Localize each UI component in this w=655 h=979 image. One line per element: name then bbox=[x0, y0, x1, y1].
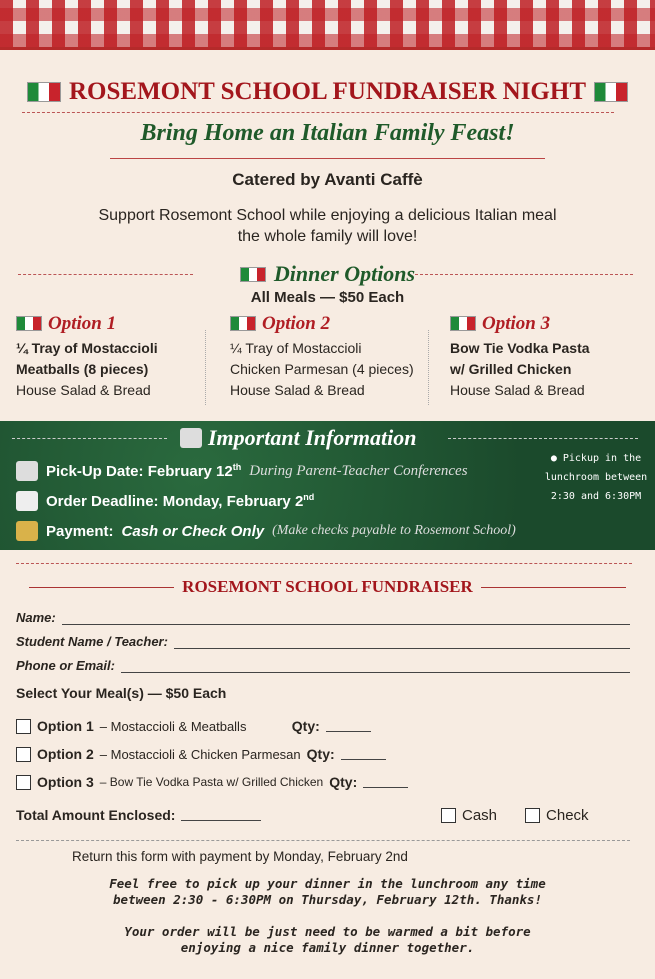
meal-option-2[interactable] bbox=[16, 746, 386, 762]
cash-label: Cash bbox=[462, 807, 498, 824]
pickup-note: During Parent-Teacher Conferences bbox=[249, 462, 468, 479]
return-label: Return this form with payment by Monday, February 2 bbox=[72, 849, 393, 864]
heading-text: Dinner Options bbox=[273, 261, 416, 286]
note-line: Feel free to pick up your dinner in the lunchroom any time bbox=[109, 876, 546, 891]
sup: nd bbox=[303, 492, 315, 502]
total-input-line[interactable] bbox=[181, 809, 261, 821]
contact-input-line[interactable] bbox=[121, 661, 630, 673]
divider bbox=[428, 330, 429, 405]
cash-checkbox[interactable] bbox=[441, 808, 456, 823]
cut-line bbox=[16, 563, 632, 564]
option-label: Option 1 bbox=[48, 313, 117, 334]
qty-label: Qty: bbox=[306, 746, 335, 762]
meal-price: All Meals — $50 Each bbox=[250, 289, 405, 306]
note-line: enjoying a nice family dinner together. bbox=[180, 940, 475, 955]
italian-flag-icon bbox=[16, 316, 42, 331]
student-input-line[interactable] bbox=[174, 637, 630, 649]
option-line: House Salad & Bread bbox=[16, 382, 151, 398]
pickup-label: Pick-Up Date: February 12 bbox=[46, 463, 233, 480]
qty-input-line[interactable] bbox=[326, 720, 371, 732]
divider bbox=[12, 438, 167, 439]
note-line: between 2:30 - 6:30PM on Thursday, February 12th. Thanks! bbox=[113, 892, 542, 907]
sup: th bbox=[232, 462, 242, 472]
option-line: ¼ Tray of Mostaccioli bbox=[230, 340, 362, 356]
option-line: Chicken Parmesan (4 pieces) bbox=[230, 361, 414, 377]
divider bbox=[16, 840, 630, 841]
option-line: Meatballs (8 pieces) bbox=[16, 361, 149, 377]
qty-input-line[interactable] bbox=[363, 776, 408, 788]
payment-value: Cash or Check Only bbox=[121, 522, 265, 540]
name-field[interactable] bbox=[16, 610, 630, 625]
title-text: ROSEMONT SCHOOL FUNDRAISER NIGHT bbox=[69, 78, 586, 105]
option-label: Option 3 bbox=[482, 313, 551, 334]
divider bbox=[205, 330, 206, 405]
field-label: Phone or Email: bbox=[16, 658, 115, 673]
note-line: Your order will be just need to be warmed a bit before bbox=[124, 924, 531, 939]
total-field[interactable] bbox=[16, 807, 261, 823]
qty-label: Qty: bbox=[291, 718, 320, 734]
qty-label: Qty: bbox=[329, 774, 358, 790]
support-text bbox=[0, 205, 655, 247]
check-label: Check bbox=[546, 807, 589, 824]
meal-option-3[interactable] bbox=[16, 774, 408, 790]
support-line: Support Rosemont School while enjoying a delicious Italian meal bbox=[98, 207, 557, 224]
name-input-line[interactable] bbox=[62, 613, 630, 625]
return-text bbox=[72, 849, 408, 864]
option-line: Bow Tie Vodka Pasta bbox=[450, 340, 590, 356]
pickup-side-note bbox=[540, 449, 652, 506]
meal-desc: – Mostaccioli & Chicken Parmesan bbox=[99, 746, 301, 762]
calendar-icon bbox=[16, 461, 38, 481]
checkbox[interactable] bbox=[16, 719, 31, 734]
student-field[interactable] bbox=[16, 634, 630, 649]
option-3 bbox=[450, 313, 655, 401]
option-1 bbox=[16, 313, 221, 401]
form-title bbox=[0, 577, 655, 597]
payment-note: (Make checks payable to Rosemont School) bbox=[272, 523, 516, 538]
important-info-panel bbox=[0, 421, 655, 550]
subtitle: Bring Home an Italian Family Feast! bbox=[140, 120, 515, 146]
total-label: Total Amount Enclosed: bbox=[16, 807, 176, 823]
meal-label: Option 3 bbox=[37, 774, 94, 790]
italian-flag-icon bbox=[450, 316, 476, 331]
meal-desc: – Mostaccioli & Meatballs bbox=[99, 718, 247, 734]
page-title bbox=[0, 78, 655, 106]
option-label: Option 2 bbox=[262, 313, 331, 334]
meal-label: Option 2 bbox=[37, 746, 94, 762]
option-line: ¼ Tray of Mostaccioli bbox=[16, 340, 158, 356]
deadline-row bbox=[16, 491, 314, 511]
option-2 bbox=[230, 313, 435, 401]
option-line: w/ Grilled Chicken bbox=[450, 361, 572, 377]
field-label: Name: bbox=[16, 610, 56, 625]
pickup-row bbox=[16, 461, 468, 481]
note-line: 2:30 and 6:30PM bbox=[550, 491, 642, 502]
italian-flag-icon bbox=[240, 267, 266, 282]
plate-icon: ● bbox=[550, 453, 563, 464]
note-line: Pickup in the bbox=[562, 453, 642, 464]
italian-flag-icon bbox=[27, 82, 61, 102]
payment-label: Payment: bbox=[46, 522, 114, 540]
caterer: Catered by Avanti Caffè bbox=[232, 170, 423, 189]
select-label: Select Your Meal(s) — $50 Each bbox=[16, 685, 227, 701]
checkbox[interactable] bbox=[16, 775, 31, 790]
option-line: House Salad & Bread bbox=[230, 382, 365, 398]
heading-text: Important Information bbox=[208, 425, 417, 450]
divider bbox=[110, 158, 545, 159]
notepad-icon bbox=[16, 491, 38, 511]
divider bbox=[22, 112, 614, 113]
calendar-icon bbox=[180, 428, 202, 448]
support-line: the whole family will love! bbox=[237, 228, 418, 245]
meal-desc: – Bow Tie Vodka Pasta w/ Grilled Chicken bbox=[99, 775, 324, 789]
divider bbox=[448, 438, 638, 439]
form-title-text: ROSEMONT SCHOOL FUNDRAISER bbox=[182, 577, 473, 596]
pickup-note bbox=[0, 876, 655, 908]
sup: nd bbox=[392, 849, 408, 864]
field-label: Student Name / Teacher: bbox=[16, 634, 168, 649]
contact-field[interactable] bbox=[16, 658, 630, 673]
meal-label: Option 1 bbox=[37, 718, 94, 734]
check-checkbox[interactable] bbox=[525, 808, 540, 823]
meal-option-1[interactable] bbox=[16, 718, 371, 734]
payment-row bbox=[16, 521, 516, 541]
deadline-label: Order Deadline: Monday, February 2 bbox=[46, 493, 304, 510]
money-icon bbox=[16, 521, 38, 541]
note-line: lunchroom between bbox=[544, 472, 648, 483]
info-heading bbox=[180, 425, 416, 451]
option-line: House Salad & Bread bbox=[450, 382, 585, 398]
italian-flag-icon bbox=[230, 316, 256, 331]
italian-flag-icon bbox=[594, 82, 628, 102]
dinner-options-heading bbox=[0, 261, 655, 287]
checkered-banner bbox=[0, 0, 655, 50]
warming-note bbox=[0, 924, 655, 956]
qty-input-line[interactable] bbox=[341, 748, 386, 760]
checkbox[interactable] bbox=[16, 747, 31, 762]
payment-method bbox=[441, 807, 589, 824]
